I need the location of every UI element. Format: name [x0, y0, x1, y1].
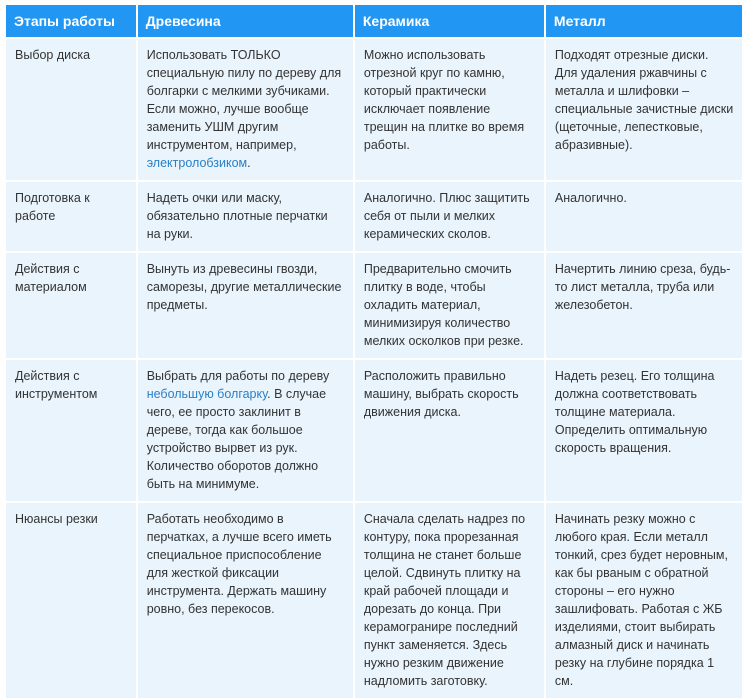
header-ceramic: Керамика	[355, 5, 544, 37]
wood-cell: Работать необходимо в перчатках, а лучше всего иметь специальное приспособление для жесткой фиксации инструмента. Держать машину ровно, без перекосов.	[138, 503, 353, 698]
wood-text: Выбрать для работы по дереву	[146, 369, 330, 383]
header-stages: Этапы работы	[6, 5, 136, 37]
stage-cell: Выбор диска	[6, 39, 136, 180]
cutting-comparison-table	[4, 3, 744, 700]
stage-cell: Действия с инструментом	[6, 360, 136, 501]
jigsaw-link[interactable]: электролобзиком	[146, 156, 248, 170]
metal-cell: Аналогично.	[546, 182, 742, 251]
stage-cell: Нюансы резки	[6, 503, 136, 698]
metal-cell: Начертить линию среза, будь-то лист металла, труба или железобетон.	[546, 253, 742, 358]
ceramic-cell: Можно использовать отрезной круг по камню, который практически исключает появление трещин на плитке во время работы.	[355, 39, 544, 180]
header-row	[6, 5, 742, 37]
ceramic-cell: Расположить правильно машину, выбрать скорость движения диска.	[355, 360, 544, 501]
table-row	[6, 503, 742, 698]
wood-cell	[138, 39, 353, 180]
ceramic-cell: Аналогично. Плюс защитить себя от пыли и мелких керамических сколов.	[355, 182, 544, 251]
stage-cell: Подготовка к работе	[6, 182, 136, 251]
wood-text-end: .	[247, 156, 251, 170]
table-row	[6, 360, 742, 501]
ceramic-cell: Сначала сделать надрез по контуру, пока прорезанная толщина не станет больше целой. Сдвинуть плитку на край рабочей площади и дорезать до конца. При керамогранире последний пункт заменяется. Здесь нужно резким движение надломить заготовку.	[355, 503, 544, 698]
table-row	[6, 39, 742, 180]
stage-cell: Действия с материалом	[6, 253, 136, 358]
ceramic-cell: Предварительно смочить плитку в воде, чтобы охладить материал, минимизируя количество мелких осколков при резке.	[355, 253, 544, 358]
comparison-table-container	[6, 5, 742, 700]
small-grinder-link[interactable]: небольшую болгарку	[146, 387, 268, 401]
metal-cell: Начинать резку можно с любого края. Если металл тонкий, срез будет неровным, как бы рваным с обратной стороны – его нужно зашлифовать. Работая с ЖБ изделиями, стоит выбирать алмазный диск и начинать резку на глубине порядка 1 см.	[546, 503, 742, 698]
metal-cell: Подходят отрезные диски. Для удаления ржавчины с металла и шлифовки – специальные зачистные диски (щеточные, лепестковые, абразивные).	[546, 39, 742, 180]
wood-cell: Надеть очки или маску, обязательно плотные перчатки на руки.	[138, 182, 353, 251]
header-wood: Древесина	[138, 5, 353, 37]
metal-cell: Надеть резец. Его толщина должна соответствовать толщине материала. Определить оптимальную скорость вращения.	[546, 360, 742, 501]
wood-text: Использовать ТОЛЬКО специальную пилу по дереву для болгарки с мелкими зубчиками. Если можно, лучше вообще заменить УШМ другим инструментом, например,	[146, 48, 342, 152]
header-metal: Металл	[546, 5, 742, 37]
wood-cell	[138, 360, 353, 501]
wood-text-end: . В случае чего, ее просто заклинит в дереве, тогда как большое устройство вырвет из рук. Количество оборотов должно быть на минимуме.	[146, 387, 327, 491]
wood-cell: Вынуть из древесины гвозди, саморезы, другие металлические предметы.	[138, 253, 353, 358]
table-row	[6, 182, 742, 251]
table-row	[6, 253, 742, 358]
